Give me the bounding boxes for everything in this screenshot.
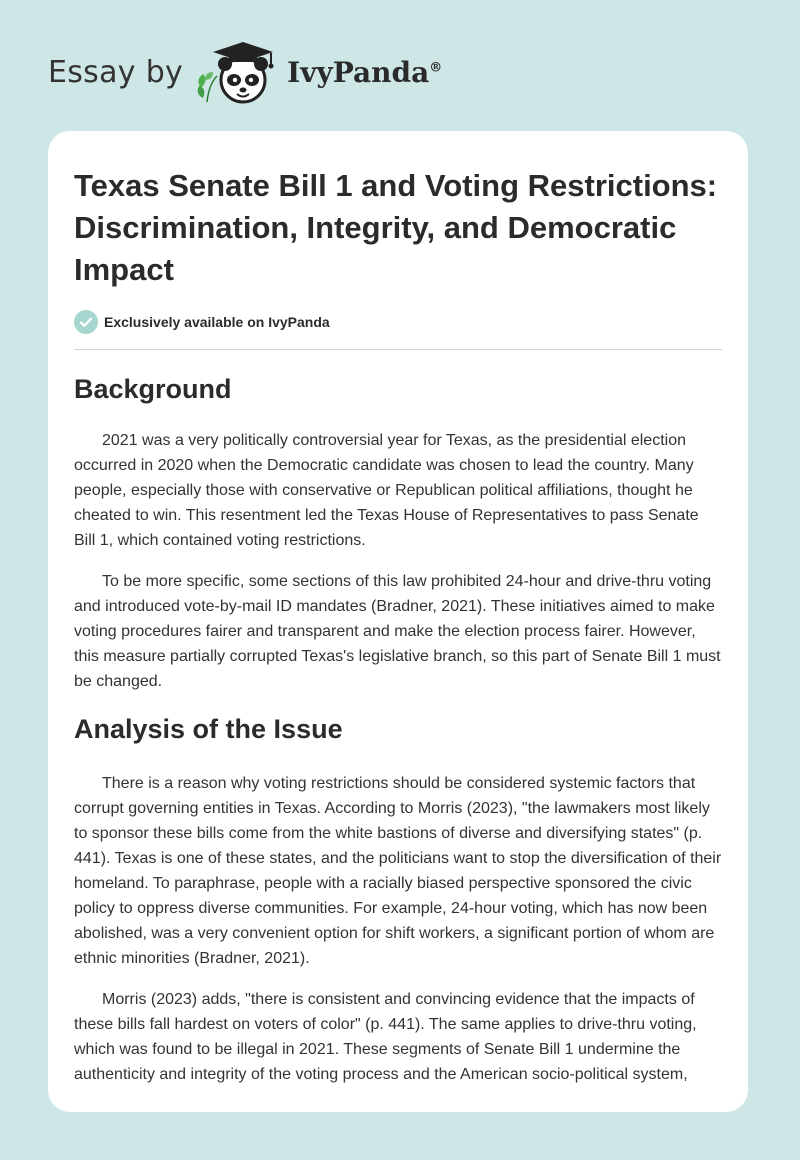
section-heading-analysis: Analysis of the Issue	[74, 714, 343, 744]
page-title: Texas Senate Bill 1 and Voting Restrictions: Discrimination, Integrity, and Democratic Impact	[74, 168, 718, 287]
brand-name: IvyPanda®	[287, 55, 443, 89]
paragraph: To be more specific, some sections of this law prohibited 24-hour and drive-thru voting and introduced vote-by-mail ID mandates (Bradner, 2021). These initiatives aimed to make voting procedures fairer and transparent and make the election process fairer. However, this measure partially corrupted Texas's legislative branch, so this part of Senate Bill 1 must be changed.	[74, 573, 721, 690]
exclusive-label: Exclusively available on IvyPanda	[104, 314, 330, 330]
check-icon	[74, 310, 98, 334]
paragraph: 2021 was a very politically controversial year for Texas, as the presidential election occurred in 2020 when the Democratic candidate was chosen to lead the country. Many people, especially those with conservative or Republican political affiliations, thought he cheated to win. This resentment led the Texas House of Representatives to pass Senate Bill 1, which contained voting restrictions.	[74, 432, 699, 549]
article-card	[48, 131, 748, 1112]
divider	[74, 349, 722, 350]
paragraph: There is a reason why voting restrictions should be considered systemic factors that corrupt governing entities in Texas. According to Morris (2023), "the lawmakers most likely to sponsor these bills come from the white bastions of diverse and diversifying states" (p. 441). Texas is one of these states, and the politicians want to stop the diversification of their homeland. To paraphrase, people with a racially biased perspective sponsored the civic policy to oppress diverse communities. For example, 24-hour voting, which has now been abolished, was a very convenient option for shift workers, a significant portion of whom are ethnic minorities (Bradner, 2021).	[74, 775, 722, 967]
panda-graduate-icon	[193, 36, 285, 108]
section-heading-background: Background	[74, 374, 232, 404]
exclusive-badge	[74, 309, 722, 335]
brand-prefix: Essay by	[48, 54, 184, 90]
brand-header[interactable]	[48, 36, 442, 108]
paragraph: Morris (2023) adds, "there is consistent and convincing evidence that the impacts of these bills fall hardest on voters of color" (p. 441). The same applies to drive-thru voting, which was found to be illegal in 2021. These segments of Senate Bill 1 undermine the authenticity and integrity of the voting process and the American socio-political system,	[74, 991, 697, 1083]
